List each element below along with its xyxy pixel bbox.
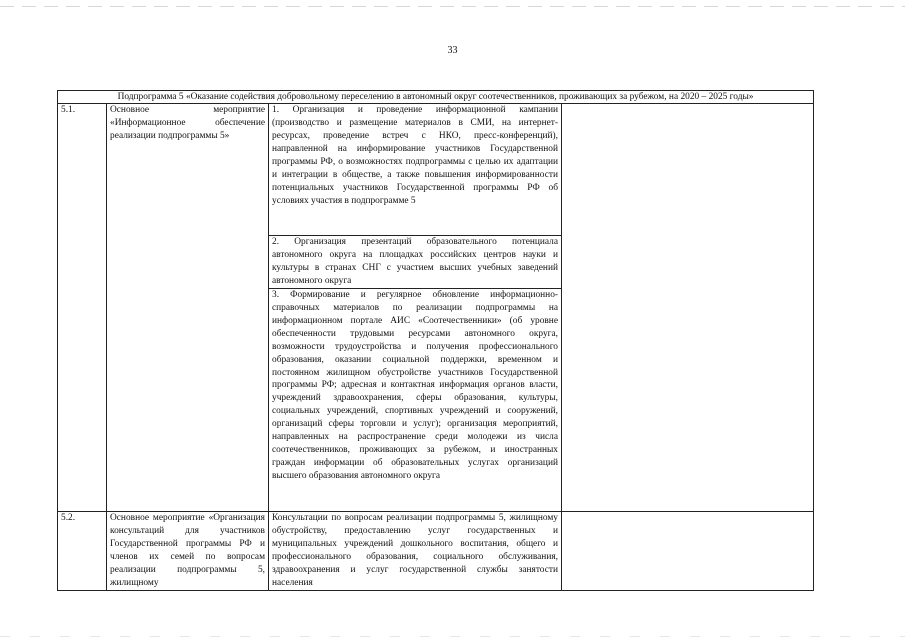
action-cell: 1. Организация и проведение информационной кампании (производство и размещение материалов в СМИ, на интернет-ресурсах, проведение встреч с НКО, пресс-конференций), направленной на информирование участников Государственной программы РФ, о возможностях подпрограммы с целью их адаптации и интеграции в обществе, а также повышения информированности потенциальных участников Государственной программы РФ об условиях участия в подпрограмме 5 <box>269 104 562 236</box>
row-number: 5.1. <box>58 104 107 512</box>
page-number: 33 <box>447 45 458 56</box>
row-number: 5.2. <box>58 511 107 590</box>
action-cell: 3. Формирование и регулярное обновление информационно-справочных материалов по реализации подпрограммы на информационном портале АИС «Соотечественники» (об уровне обеспеченности трудовыми ресурсами автономного округа, возможности трудоустройства и получения профессионального образования, оказании социальной поддержки, временном и постоянном жилищном обустройстве участников Государственной программы РФ; адресная и контактная информация органов власти, учреждений здравоохранения, сферы образования, культуры, социальных учреждений, спортивных учреждений и сооружений, организаций сферы торговли и услуг); организация мероприятий, направленных на распространение среди молодежи из числа соотечественников, проживающих за рубежом, и иностранных граждан информации об образовательных услугах организаций высшего образования автономного округа <box>269 288 562 511</box>
action-cell: 2. Организация презентаций образовательного потенциала автономного округа на площадках российских центров науки и культуры в странах СНГ с участием высших учебных заведений автономного округа <box>269 236 562 289</box>
empty-cell <box>562 104 814 512</box>
action-cell: Консультации по вопросам реализации подпрограммы 5, жилищному обустройству, предоставлению услуг государственных и муниципальных учреждений дошкольного воспитания, общего и профессионального образования, социального обслуживания, здравоохранения и услуг государственной службы занятости населения <box>269 511 562 590</box>
activity-cell: Основное мероприятие «Организация консультаций для участников Государственной программы РФ и членов их семей по вопросам реализации подпрограммы 5, жилищному <box>107 511 269 590</box>
table-row <box>58 104 814 236</box>
scan-artifact-bottom <box>0 636 905 637</box>
scan-artifact-top <box>0 6 905 7</box>
empty-cell <box>562 511 814 590</box>
subprogram-header: Подпрограмма 5 «Оказание содействия добровольному переселению в автономный округ соотечественников, проживающих за рубежом, на 2020 – 2025 годы» <box>58 91 814 104</box>
table-header-row <box>58 91 814 104</box>
subprogram-table <box>57 90 814 591</box>
table-row <box>58 511 814 590</box>
activity-cell: Основное мероприятие «Информационное обеспечение реализации подпрограммы 5» <box>107 104 269 512</box>
